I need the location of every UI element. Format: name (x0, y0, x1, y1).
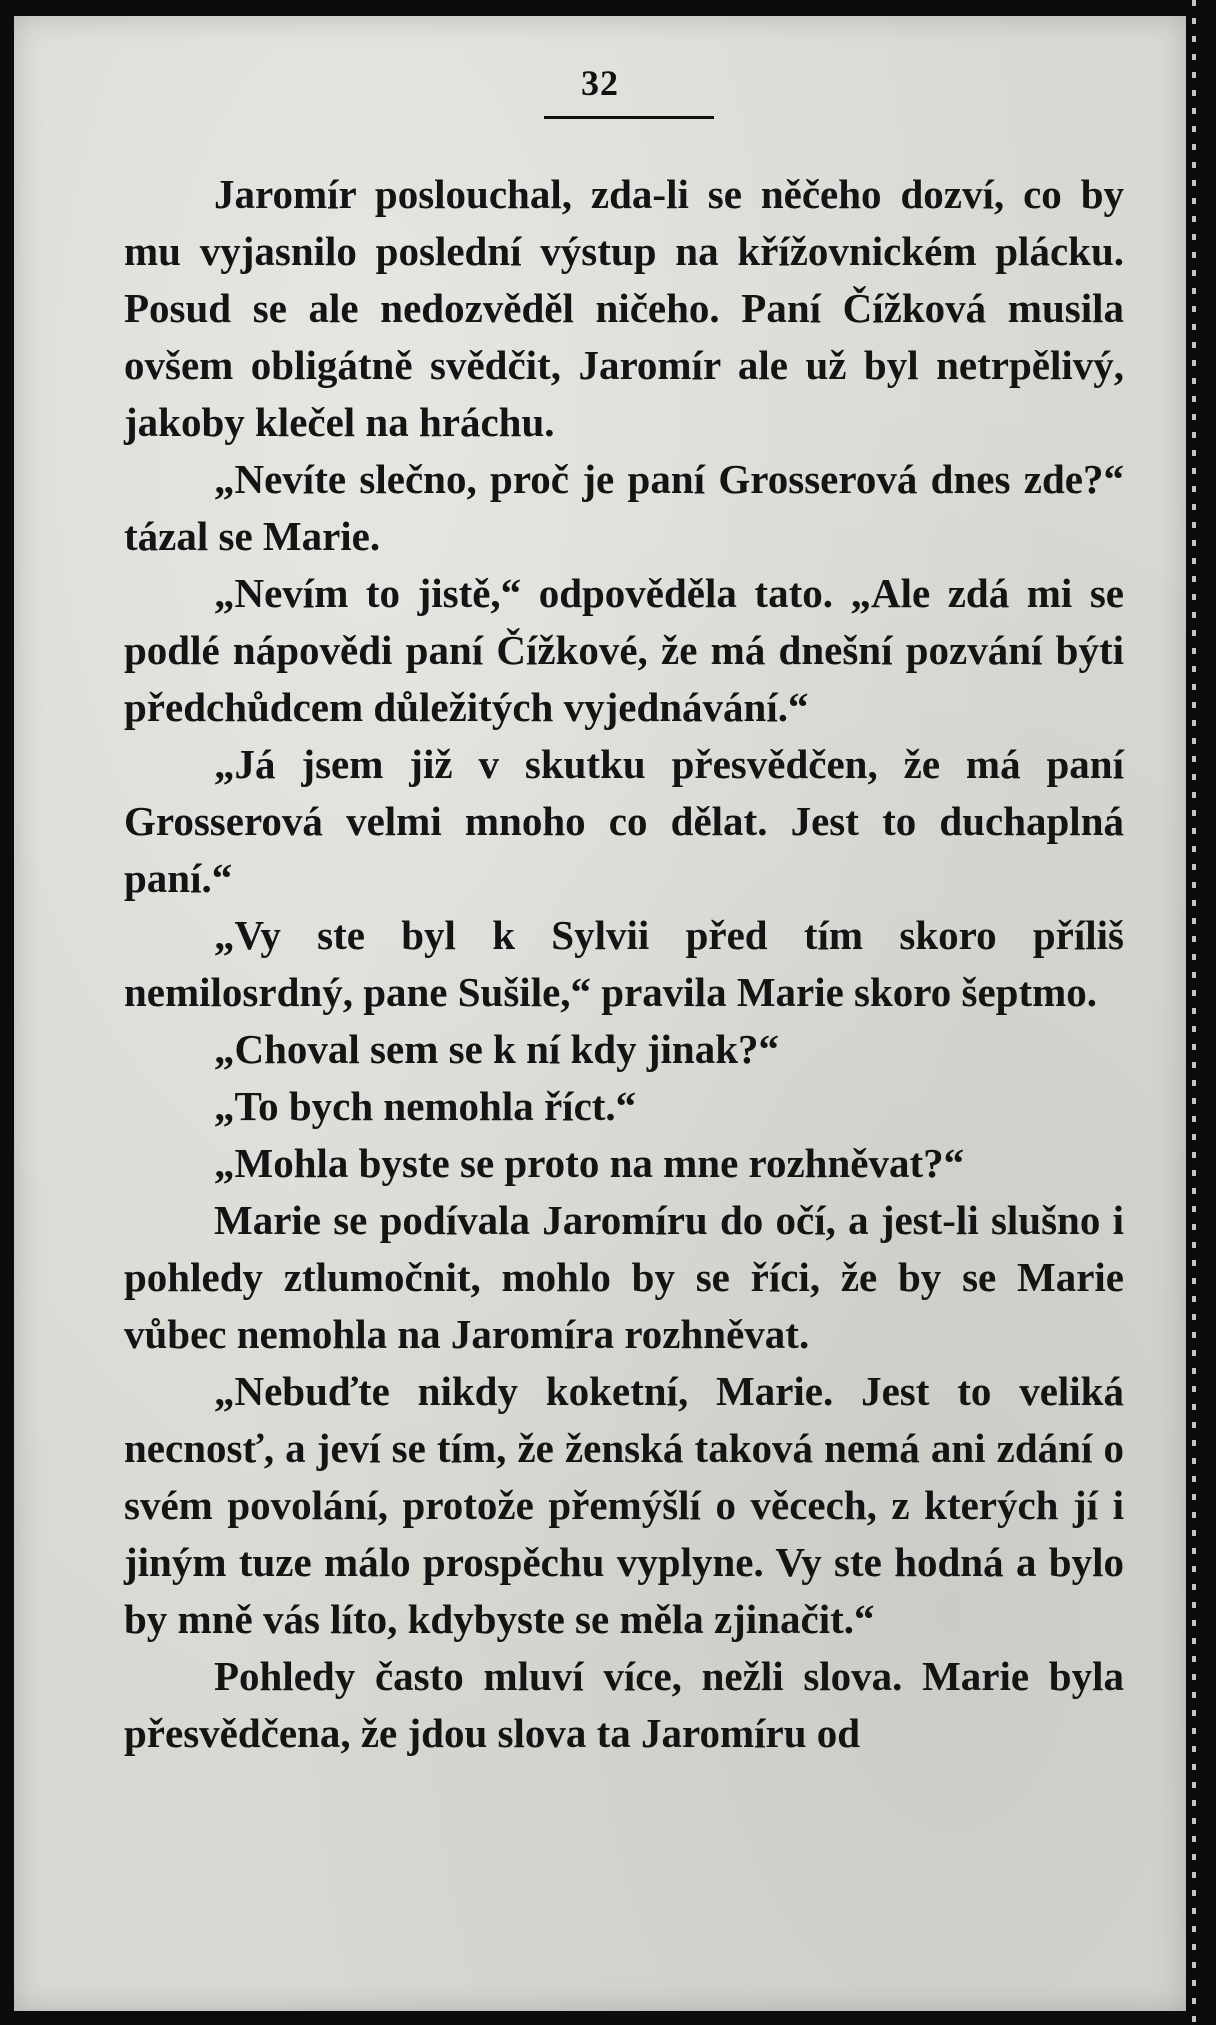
paragraph: „Nebuďte nikdy koketní, Marie. Jest to veliká necnosť, a jeví se tím, že ženská taková nemá ani zdání o svém povolání, protože přemýšlí o věcech, z kterých jí i jiným tuze málo prospěchu vyplyne. Vy ste hodná a bylo by mně vás líto, kdybyste se měla zjinačit.“ (124, 1368, 1124, 1642)
paragraph: „Nevím to jistě,“ odpověděla tato. „Ale zdá mi se podlé nápovědi paní Čížkové, že má dnešní pozvání býti předchůdcem důležitých vyjednávání.“ (124, 570, 1124, 730)
paragraph: Marie se podívala Jaromíru do očí, a jest-li slušno i pohledy ztlumočnit, mohlo by se říci, že by se Marie vůbec nemohla na Jaromíra rozhněvat. (124, 1197, 1124, 1357)
paragraph: „Já jsem již v skutku přesvědčen, že má paní Grosserová velmi mnoho co dělat. Jest to duchaplná paní.“ (124, 741, 1124, 901)
header-rule (544, 116, 714, 119)
paragraph: „Choval sem se k ní kdy jinak?“ (214, 1026, 780, 1072)
page-edge-strip (1186, 0, 1216, 2025)
page-edge-marks (1192, 0, 1196, 2025)
page-text (124, 166, 1124, 1762)
paragraph: „Vy ste byl k Sylvii před tím skoro příliš nemilosrdný, pane Sušile,“ pravila Marie skoro šeptmo. (124, 912, 1124, 1015)
paragraph: Jaromír poslouchal, zda-li se něčeho dozví, co by mu vyjasnilo poslední výstup na křížovnickém plácku. Posud se ale nedozvěděl ničeho. Paní Čížková musila ovšem obligátně svědčit, Jaromír ale už byl netrpělivý, jakoby klečel na hráchu. (124, 171, 1124, 445)
paragraph: „Nevíte slečno, proč je paní Grosserová dnes zde?“ tázal se Marie. (124, 456, 1124, 559)
book-page (14, 16, 1186, 2011)
paragraph: „Mohla byste se proto na mne rozhněvat?“ (214, 1140, 965, 1186)
paragraph: „To bych nemohla říct.“ (214, 1083, 637, 1129)
paragraph: Pohledy často mluví více, nežli slova. Marie byla přesvědčena, že jdou slova ta Jaromíru od (124, 1653, 1124, 1756)
page-number: 32 (581, 63, 619, 103)
